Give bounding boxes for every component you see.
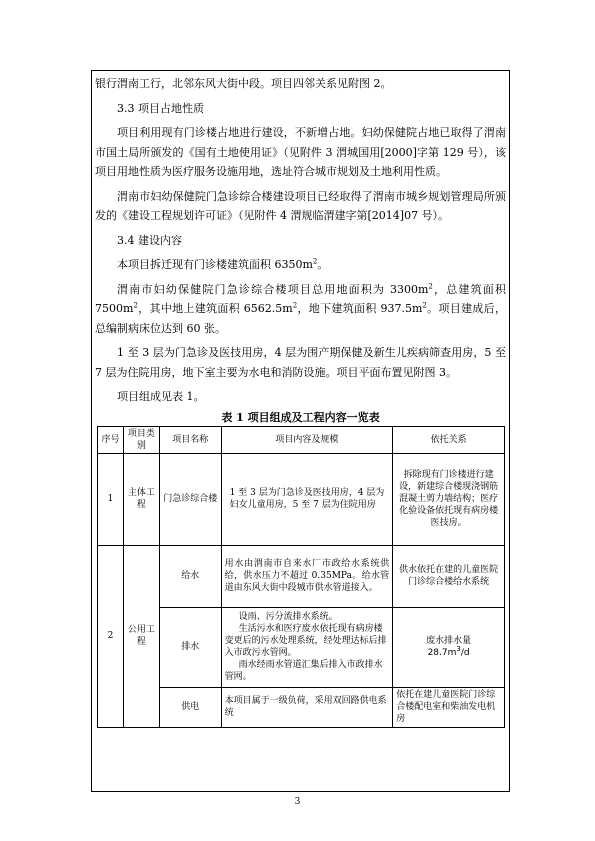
paragraph-3-3-b: 渭南市妇幼保健院门急诊综合楼建设项目已经取得了渭南市城乡规划管理局所颁发的《建设工程规划许可证》（见附件 4 渭规临渭建字第[2014]07 号）。	[95, 189, 506, 222]
cell-category: 主体工程	[123, 453, 159, 545]
cell-content: 本项目属于一级负荷，采用双回路供电系统	[221, 687, 393, 727]
section-heading-3-4: 3.4 建设内容	[117, 233, 182, 247]
drain-line-3: 雨水经雨水管道汇集后排入市政排水管网。	[224, 660, 383, 682]
cell-content: 用水由渭南市自来水厂市政给水系统供给，供水压力不超过 0.35MPa。给水管道由东风大街中段城市供水管道接入。	[221, 545, 393, 607]
table-row	[98, 545, 505, 607]
cell-content: 1 至 3 层为门急诊及医技用房，4 层为妇女儿童用房，5 至 7 层为住院用房	[221, 453, 393, 545]
page-number: 3	[294, 797, 301, 807]
header-dependency: 依托关系	[393, 426, 505, 453]
paragraph-3-4-c: 1 至 3 层为门急诊及医技用房，4 层为围产期保健及新生儿疾病筛查用房，5 至 7 层为住院用房，地下室主要为水电和消防设施。项目平面布置见附图 3。	[95, 346, 506, 379]
header-content: 项目内容及规模	[221, 426, 393, 453]
cell-dependency: 拆除现有门诊楼进行建设，新建综合楼现浇钢筋混凝土剪力墙结构；医疗化验设备依托现有病房楼医技房。	[393, 453, 505, 545]
cell-name: 排水	[159, 607, 221, 687]
cell-no: 1	[98, 453, 124, 545]
cell-category: 公用工程	[123, 545, 159, 727]
drain-line-2: 生活污水和医疗废水依托现有病房楼变更后的污水处理系统，经处理达标后排入市政污水管网。	[224, 624, 387, 658]
cell-dependency: 依托在建儿童医院门诊综合楼配电室和柴油发电机房	[393, 687, 505, 727]
header-category: 项目类别	[123, 426, 159, 453]
table-row	[98, 453, 505, 545]
drain-volume-value: $28.7m^3/d$	[427, 645, 470, 658]
section-heading-3-3: 3.3 项目占地性质	[117, 101, 204, 115]
header-no: 序号	[98, 426, 124, 453]
cell-name: 门急诊综合楼	[159, 453, 221, 545]
header-name: 项目名称	[159, 426, 221, 453]
cell-dependency	[393, 607, 505, 687]
table-row	[98, 607, 505, 687]
table-header-row	[98, 426, 505, 453]
drain-volume-label: 废水排水量	[426, 636, 472, 646]
cell-dependency: 供水依托在建的儿童医院门诊综合楼给水系统	[393, 545, 505, 607]
paragraph-3-4-b: 渭南市妇幼保健院门急诊综合楼项目总用地面积为 $3300m^2$，总建筑面积 $7500m^2$，其中地上建筑面积 $6562.5m^2$，地下建筑面积 $937.5m^2$。项目建成后，总编制病床位达到 60 张。	[95, 281, 507, 335]
paragraph-3-4-a: 本项目拆迁现有门诊楼建筑面积 $6350m^2$。	[117, 257, 329, 271]
cell-no: 2	[98, 545, 124, 727]
drain-line-1: 设雨、污分流排水系统。	[238, 612, 338, 622]
paragraph-3-3-a: 项目利用现有门诊楼占地进行建设，不新增占地。妇幼保健院占地已取得了渭南市国土局所颁发的《国有土地使用证》（见附件 3 渭城国用[2000]字第 129 号），该项目用地性质为医疗服务设施用地，选址符合城市规划及土地利用性质。	[95, 126, 506, 178]
paragraph-3-4-d: 项目组成见表 1。	[117, 390, 205, 403]
document-body	[95, 74, 506, 728]
table-title: 表 1 项目组成及工程内容一览表	[221, 410, 380, 424]
table-row	[98, 687, 505, 727]
cell-name: 供电	[159, 687, 221, 727]
cell-name: 给水	[159, 545, 221, 607]
cell-content	[221, 607, 393, 687]
paragraph-top: 银行渭南工行，北邻东风大街中段。项目四邻关系见附图 2。	[95, 77, 392, 90]
project-composition-table	[97, 426, 505, 728]
